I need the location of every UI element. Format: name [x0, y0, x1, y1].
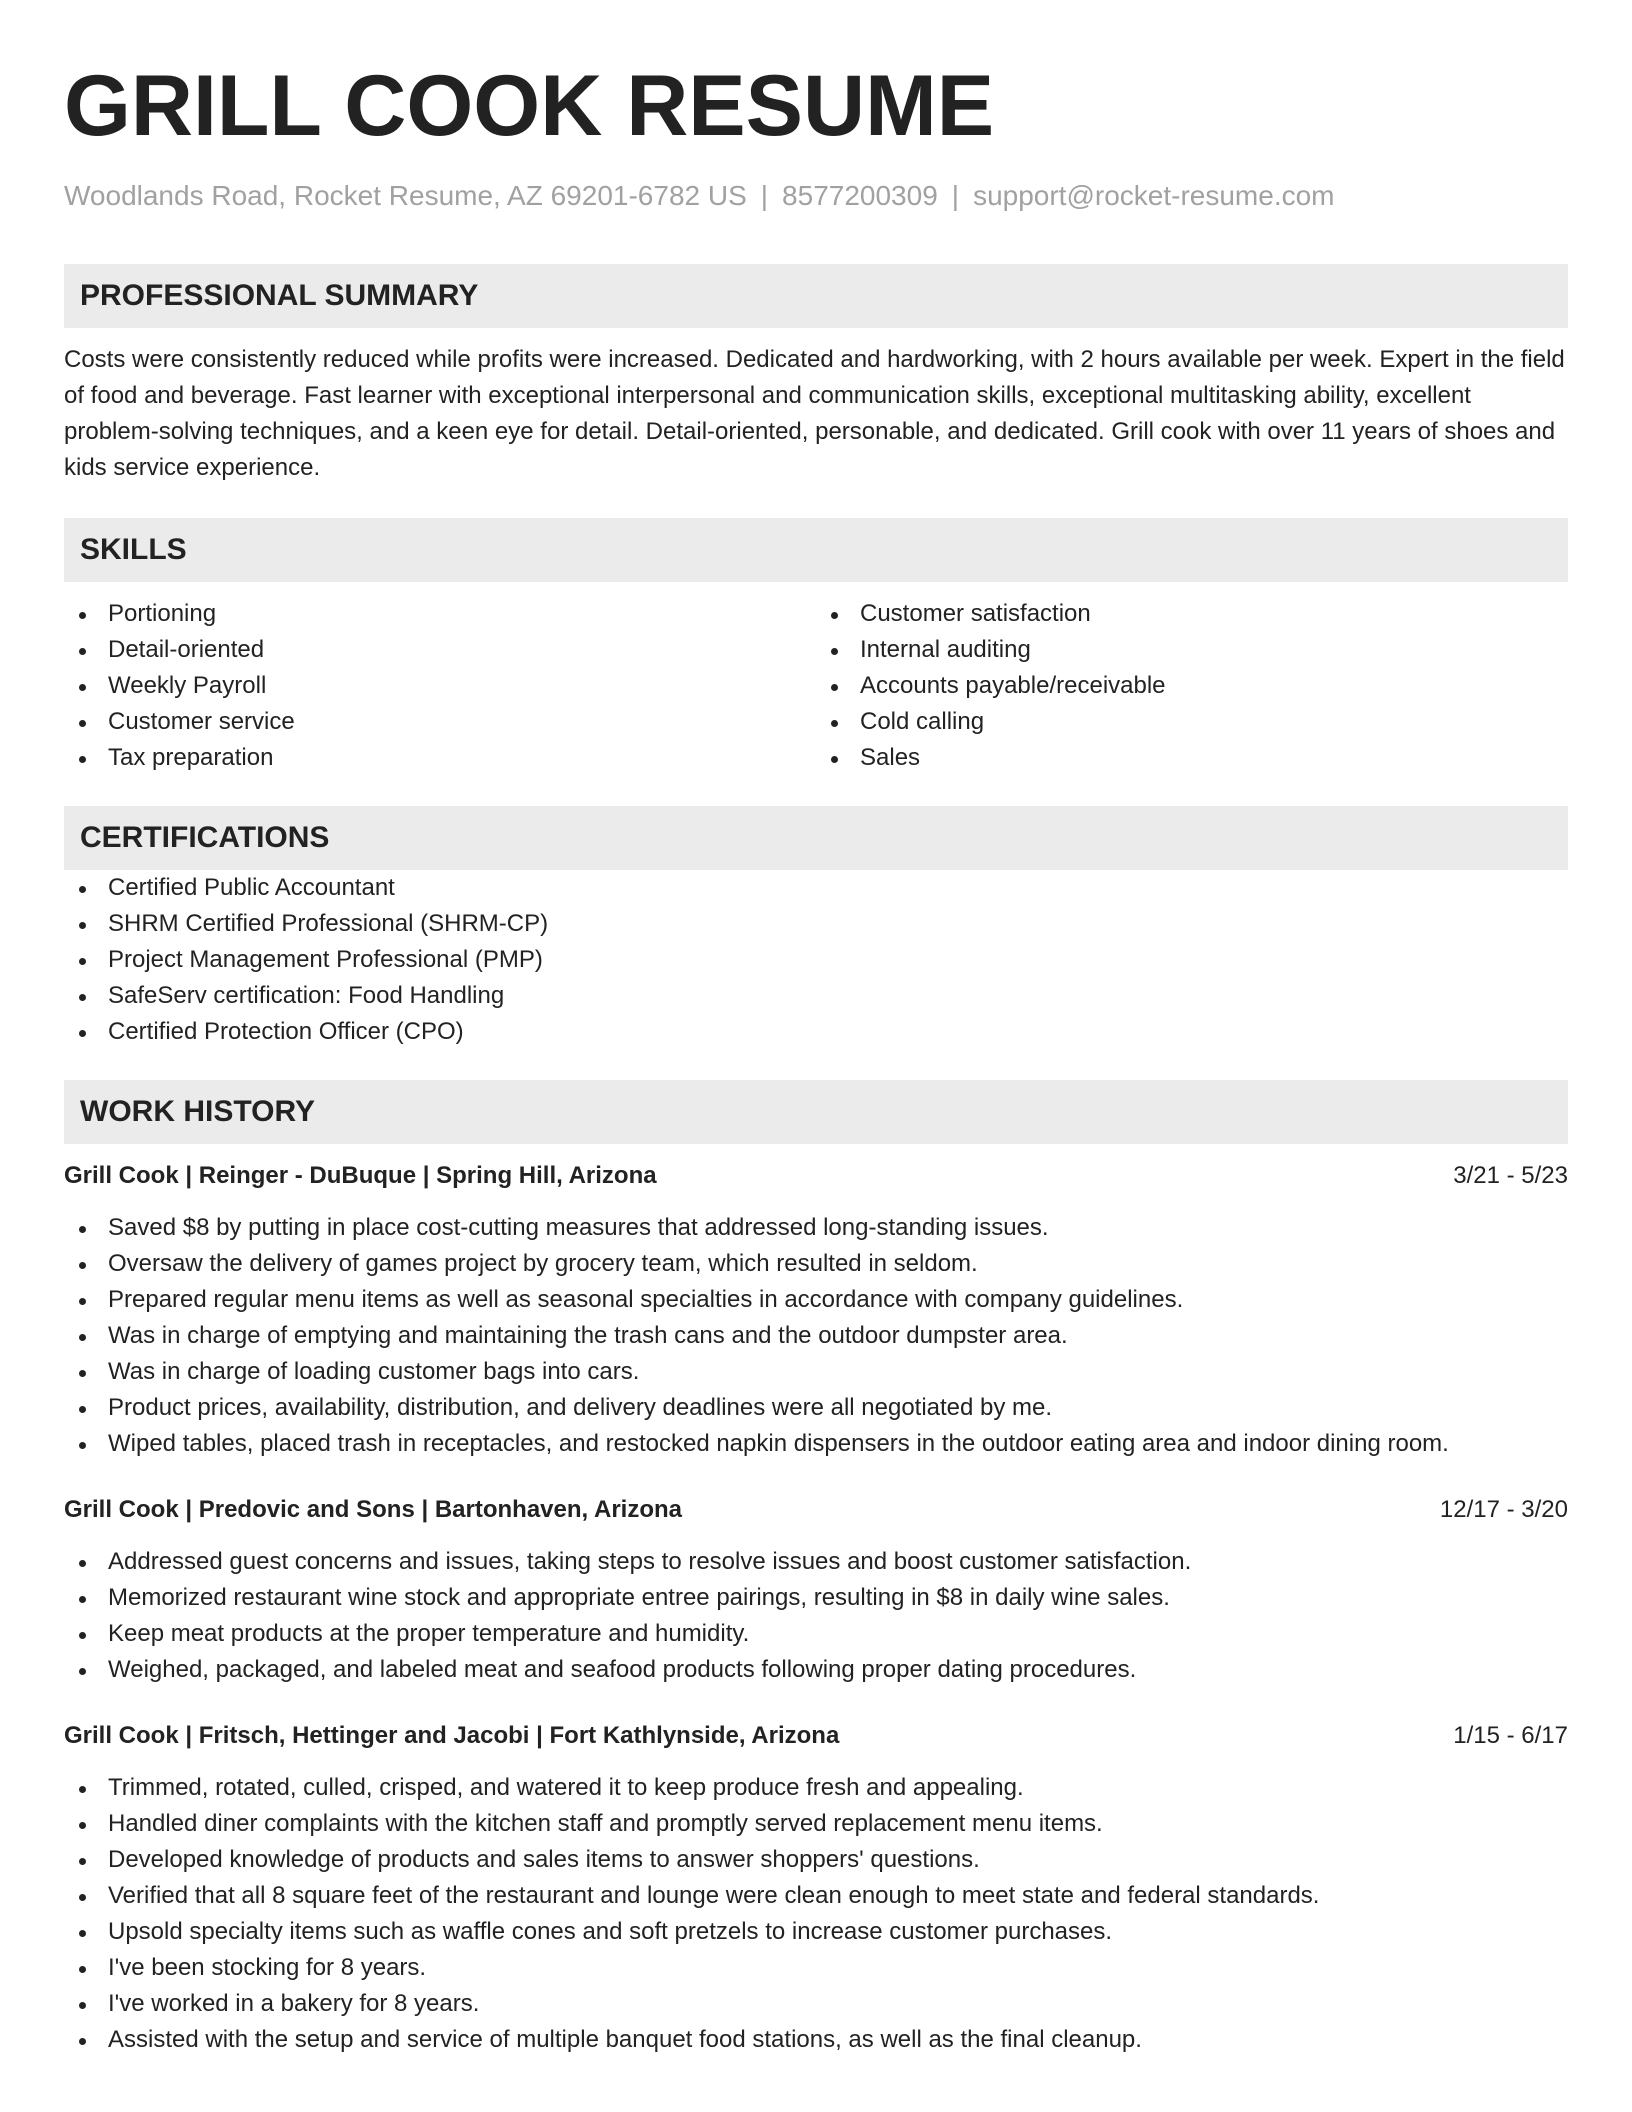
contact-separator: | — [951, 180, 960, 211]
skills-list-right — [816, 596, 1568, 776]
contact-email: support@rocket-resume.com — [973, 180, 1335, 211]
certification-item: SafeServ certification: Food Handling — [64, 978, 1568, 1014]
job-bullet: Was in charge of loading customer bags into cars. — [64, 1354, 1568, 1390]
skill-item: Portioning — [64, 596, 816, 632]
job-bullet: Developed knowledge of products and sales items to answer shoppers' questions. — [64, 1842, 1568, 1878]
job-bullet: Oversaw the delivery of games project by grocery team, which resulted in seldom. — [64, 1246, 1568, 1282]
job-bullet: Handled diner complaints with the kitchen staff and promptly served replacement menu items. — [64, 1806, 1568, 1842]
job-entry — [64, 1492, 1568, 1688]
skill-item: Weekly Payroll — [64, 668, 816, 704]
job-dates: 12/17 - 3/20 — [1439, 1496, 1568, 1523]
job-title: Grill Cook | Reinger - DuBuque | Spring Hill, Arizona — [64, 1162, 657, 1189]
job-dates: 1/15 - 6/17 — [1453, 1722, 1568, 1749]
skills-column-left — [64, 596, 816, 776]
certifications-list — [64, 870, 1568, 1050]
skill-item: Accounts payable/receivable — [816, 668, 1568, 704]
job-entry — [64, 1158, 1568, 1462]
job-dates: 3/21 - 5/23 — [1453, 1162, 1568, 1189]
job-bullet: Prepared regular menu items as well as seasonal specialties in accordance with company guidelines. — [64, 1282, 1568, 1318]
job-bullet: Assisted with the setup and service of multiple banquet food stations, as well as the final cleanup. — [64, 2022, 1568, 2058]
section-header-skills: SKILLS — [64, 518, 1568, 582]
skill-item: Sales — [816, 740, 1568, 776]
skills-list-left — [64, 596, 816, 776]
section-header-work-history: WORK HISTORY — [64, 1080, 1568, 1144]
job-bullet: Keep meat products at the proper temperature and humidity. — [64, 1616, 1568, 1652]
job-entry — [64, 1718, 1568, 2058]
certification-item: SHRM Certified Professional (SHRM-CP) — [64, 906, 1568, 942]
job-header — [64, 1718, 1568, 1754]
job-title: Grill Cook | Predovic and Sons | Bartonhaven, Arizona — [64, 1496, 682, 1523]
job-bullet: Upsold specialty items such as waffle cones and soft pretzels to increase customer purchases. — [64, 1914, 1568, 1950]
job-bullet: Weighed, packaged, and labeled meat and seafood products following proper dating procedures. — [64, 1652, 1568, 1688]
certification-item: Certified Protection Officer (CPO) — [64, 1014, 1568, 1050]
skills-grid — [64, 596, 1568, 776]
skill-item: Cold calling — [816, 704, 1568, 740]
contact-line — [64, 178, 1568, 214]
job-bullet: Wiped tables, placed trash in receptacles, and restocked napkin dispensers in the outdoor eating area and indoor dining room. — [64, 1426, 1568, 1462]
job-bullets — [64, 1544, 1568, 1688]
section-header-summary: PROFESSIONAL SUMMARY — [64, 264, 1568, 328]
job-header — [64, 1158, 1568, 1194]
contact-separator: | — [760, 180, 769, 211]
job-bullet: Product prices, availability, distribution, and delivery deadlines were all negotiated by me. — [64, 1390, 1568, 1426]
contact-phone: 8577200309 — [782, 180, 938, 211]
job-bullet: I've been stocking for 8 years. — [64, 1950, 1568, 1986]
job-title: Grill Cook | Fritsch, Hettinger and Jacobi | Fort Kathlynside, Arizona — [64, 1722, 840, 1749]
skill-item: Tax preparation — [64, 740, 816, 776]
certification-item: Project Management Professional (PMP) — [64, 942, 1568, 978]
skill-item: Internal auditing — [816, 632, 1568, 668]
job-bullet: Saved $8 by putting in place cost-cutting measures that addressed long-standing issues. — [64, 1210, 1568, 1246]
job-bullet: Was in charge of emptying and maintaining the trash cans and the outdoor dumpster area. — [64, 1318, 1568, 1354]
skills-column-right — [816, 596, 1568, 776]
job-bullet: Memorized restaurant wine stock and appropriate entree pairings, resulting in $8 in daily wine sales. — [64, 1580, 1568, 1616]
certification-item: Certified Public Accountant — [64, 870, 1568, 906]
summary-text: Costs were consistently reduced while profits were increased. Dedicated and hardworking, with 2 hours available per week. Expert in the field of food and beverage. Fast learner with exceptional interpersonal and communication skills, exceptional multitasking ability, excellent problem-solving techniques, and a keen eye for detail. Detail-oriented, personable, and dedicated. Grill cook with over 11 years of shoes and kids service experience. — [64, 346, 1565, 481]
job-bullet: I've worked in a bakery for 8 years. — [64, 1986, 1568, 2022]
job-bullet: Trimmed, rotated, culled, crisped, and watered it to keep produce fresh and appealing. — [64, 1770, 1568, 1806]
job-bullets — [64, 1770, 1568, 2058]
job-header — [64, 1492, 1568, 1528]
job-bullet: Verified that all 8 square feet of the restaurant and lounge were clean enough to meet state and federal standards. — [64, 1878, 1568, 1914]
resume-title: GRILL COOK RESUME — [64, 58, 995, 154]
skill-item: Customer satisfaction — [816, 596, 1568, 632]
job-bullets — [64, 1210, 1568, 1462]
skill-item: Customer service — [64, 704, 816, 740]
skill-item: Detail-oriented — [64, 632, 816, 668]
contact-address: Woodlands Road, Rocket Resume, AZ 69201-6782 US — [64, 180, 747, 211]
job-bullet: Addressed guest concerns and issues, taking steps to resolve issues and boost customer satisfaction. — [64, 1544, 1568, 1580]
section-header-certifications: CERTIFICATIONS — [64, 806, 1568, 870]
